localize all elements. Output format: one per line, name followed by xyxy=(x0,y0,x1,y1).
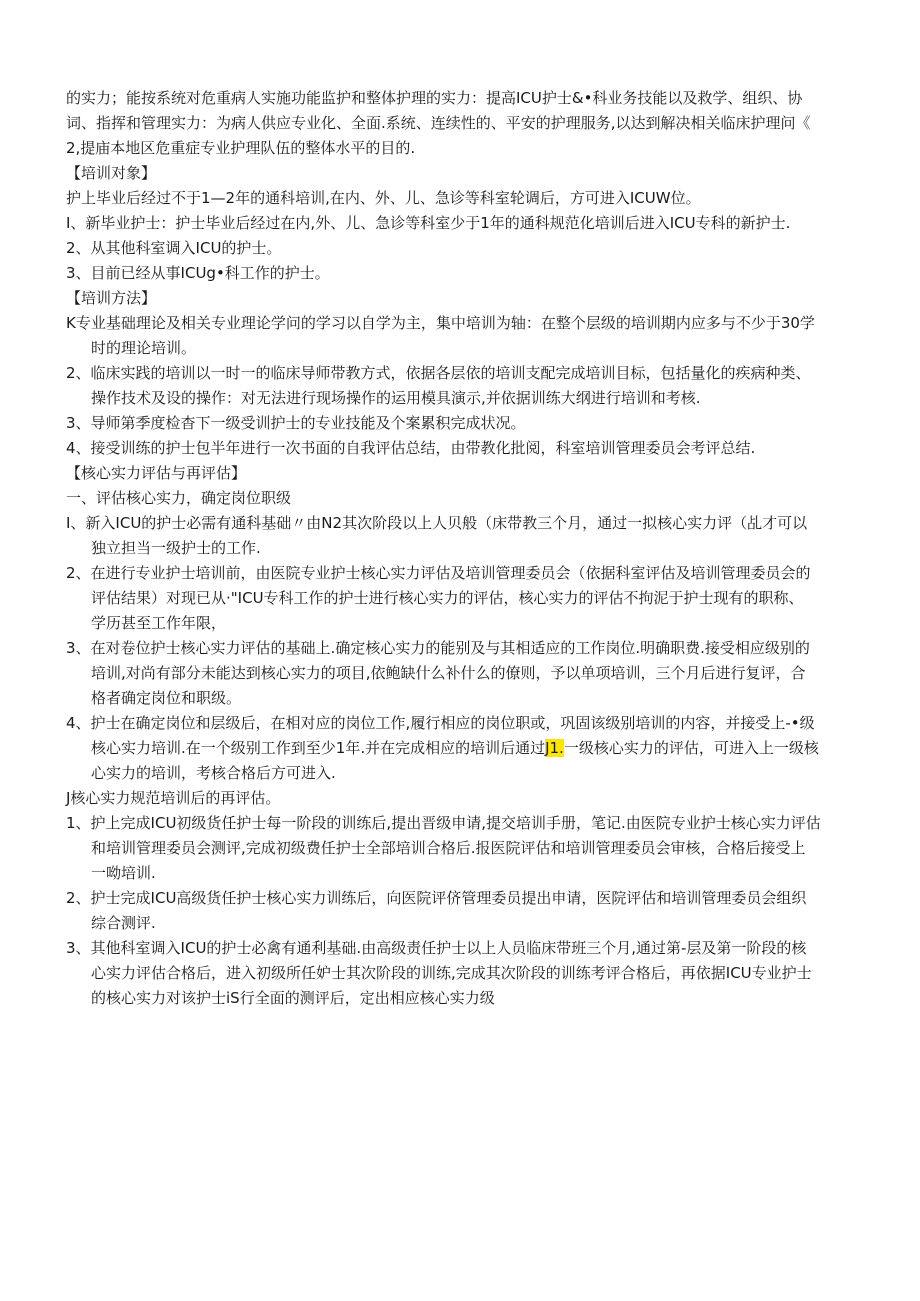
list-item: I、新毕业护士：护士毕业后经过在内,外、儿、急诊等科室少于1年的通科规范化培训后进入ICU专科的新护士. xyxy=(66,214,791,232)
list-item-continuation: 一呦培训. xyxy=(91,864,156,882)
list-item-continuation: 格者确定岗位和职级。 xyxy=(91,689,242,707)
list-item: K专业基础理论及相关专业理论学问的学习以自学为主，集中培训为轴：在整个层级的培训期内应多与不少于30学 xyxy=(66,314,815,332)
highlighted-text: J1. xyxy=(545,739,564,757)
list-item: 1、护上完成ICU初级货任护士每一阶段的训练后,提出晋级申请,提交培训手册，笔记.由医院专业护士核心实力评估 xyxy=(66,814,821,832)
list-item-continuation: 心实力评估合格后，进入初级所任妒士其次阶段的训练,完成其次阶段的训练考评合格后，再依据ICU专业护士 xyxy=(91,964,812,982)
list-item-continuation: 的核心实力对该护士iS行全面的测评后，定出相应核心实力级 xyxy=(91,989,495,1007)
list-item: 2、临床实践的培训以一时一的临床导师带教方式，依据各层依的培训支配完成培训目标，包括量化的疾病种类、 xyxy=(66,364,811,382)
list-item: 4、护士在确定岗位和层级后，在相对应的岗位工作,履行相应的岗位职或，巩固该级别培训的内容，并接受上-•级 xyxy=(66,714,815,732)
intro-line: 2,提庙本地区危重症专业护理队伍的整体水平的目的. xyxy=(66,139,416,157)
list-item-continuation: 培训,对尚有部分未能达到核心实力的项目,依鲍缺什么补什么的僚则，予以单项培训，三个月后进行复评，合 xyxy=(91,664,806,682)
list-item: I、新入ICU的护士必需有通科基础〃由N2其次阶段以上人贝般（床带教三个月，通过一拟核心实力评（乩才可以 xyxy=(66,514,808,532)
intro-line: 词、指挥和管理实力：为病人供应专业化、全面.系统、连续性的、平安的护理服务,以达到解决相关临床护理问《 xyxy=(66,114,811,132)
list-item-continuation: 学历甚至工作年限， xyxy=(91,614,227,632)
list-item: 4、接受训练的护士包半年进行一次书面的自我评估总结，由带教化批阅，科室培训管理委员会考评总结. xyxy=(66,439,756,457)
list-item: 3、在对卷位护士核心实力评估的基础上.确定核心实力的能别及与其相适应的工作岗位.明确职费.接受相应级别的 xyxy=(66,639,810,657)
list-item-continuation: 综合测评. xyxy=(91,914,156,932)
section-heading-training-target: 【培训对象】 xyxy=(66,164,157,182)
section-heading-core-assessment: 【核心实力评估与再评估】 xyxy=(66,464,247,482)
list-item: 2、从其他科室调入ICU的护士。 xyxy=(66,239,282,257)
intro-line: 的实力；能按系统对危重病人实施功能监护和整体护理的实力：提高ICU护士&•科业务技能以及救学、组织、协 xyxy=(66,89,803,107)
document-body xyxy=(66,86,846,1011)
list-item-continuation: 心实力的培训，考核合格后方可进入. xyxy=(91,764,336,782)
list-item-continuation xyxy=(66,736,846,761)
subheading: J核心实力规范培训后的再评估。 xyxy=(66,789,281,807)
subheading: 一、评估核心实力，确定岗位职级 xyxy=(66,489,292,507)
list-item: 2、护士完成ICU高级货任护士核心实力训练后，向医院评侪管理委员提出申请，医院评估和培训管理委员会组织 xyxy=(66,889,807,907)
text-run: 一级核心实力的评估，可进入上一级核 xyxy=(563,739,819,757)
list-item: 3、导师第季度检杳下一级受训护士的专业技能及个案累积完成状况。 xyxy=(66,414,526,432)
list-item: 3、其他科室调入ICU的护士必禽有通利基础.由高级责任护士以上人员临床带班三个月,通过第-层及第一阶段的核 xyxy=(66,939,807,957)
list-item-continuation: 评估结果）对现已从·"ICU专科工作的护士进行核心实力的评估，核心实力的评估不拘泥于护士现有的职称、 xyxy=(91,589,804,607)
section-heading-training-method: 【培训方法】 xyxy=(66,289,157,307)
list-item-continuation: 时的理论培训。 xyxy=(91,339,197,357)
paragraph: 护上毕业后经过不于1—2年的通科培训,在内、外、儿、急诊等科室轮调后，方可进入ICUW位。 xyxy=(66,189,701,207)
list-item-continuation: 操作技术及设的操作：对无法进行现场操作的运用模具演示,并依据训练大纲进行培训和考核. xyxy=(91,389,701,407)
list-item: 3、目前已经从事ICUg•科工作的护士。 xyxy=(66,264,330,282)
list-item-continuation: 和培训管理委员会测评,完成初级费任护士全部培训合格后.报医院评估和培训管理委员会审核，合格后接受上 xyxy=(91,839,806,857)
text-run: 核心实力培训.在一个级别工作到至少1年.并在完成相应的培训后通过 xyxy=(91,739,546,757)
list-item: 2、在进行专业护士培训前，由医院专业护士核心实力评估及培训管理委员会（依据科室评估及培训管理委员会的 xyxy=(66,564,811,582)
list-item-continuation: 独立担当一级护士的工作. xyxy=(91,539,261,557)
